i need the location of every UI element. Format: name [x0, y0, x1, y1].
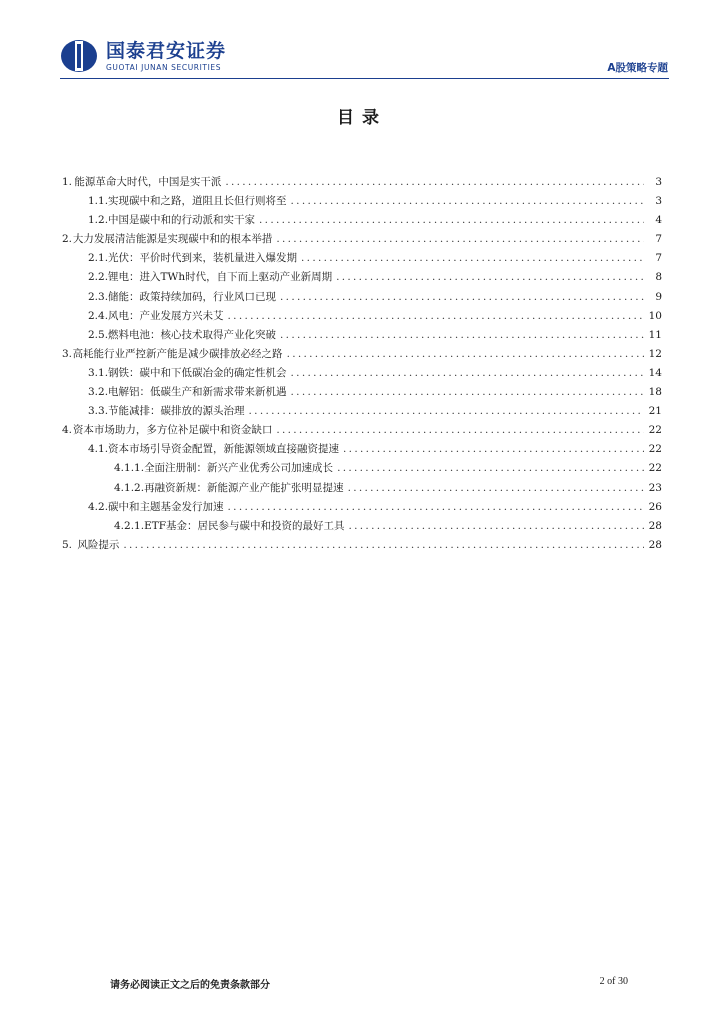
toc-entry-title: 风电：产业发展方兴未艾 — [108, 309, 224, 322]
header-divider — [60, 78, 669, 79]
toc-dot-leader — [291, 192, 644, 211]
toc-entry[interactable] — [62, 517, 662, 536]
toc-dot-leader — [249, 402, 644, 421]
toc-entry-title: 光伏：平价时代到来，装机量进入爆发期 — [108, 252, 298, 265]
toc-dot-leader — [225, 173, 644, 192]
toc-dot-leader — [291, 364, 644, 383]
toc-entry-page: 28 — [648, 538, 662, 551]
toc-dot-leader — [276, 230, 644, 249]
toc-entry[interactable] — [62, 421, 662, 440]
toc-entry[interactable] — [62, 249, 662, 268]
toc-dot-leader — [280, 288, 644, 307]
toc-entry-page: 22 — [648, 443, 662, 456]
toc-entry-title: 碳中和主题基金发行加速 — [108, 500, 224, 513]
toc-entry-title: 资本市场引导资金配置，新能源领域直接融资提速 — [108, 443, 340, 456]
toc-entry-number: 4.1. — [88, 443, 109, 456]
toc-entry-page: 23 — [648, 481, 662, 494]
toc-entry-number: 2.4. — [88, 309, 109, 322]
logo-english-name: GUOTAI JUNAN SECURITIES — [106, 62, 222, 72]
toc-entry[interactable] — [62, 288, 662, 307]
toc-entry-number: 5. — [62, 538, 73, 551]
toc-entry-number: 3. — [62, 347, 73, 360]
toc-entry-page: 8 — [655, 271, 662, 284]
toc-entry[interactable] — [62, 345, 662, 364]
toc-dot-leader — [276, 421, 644, 440]
toc-entry-number: 2.3. — [88, 290, 109, 303]
toc-entry-title: 电解铝：低碳生产和新需求带来新机遇 — [108, 386, 287, 399]
toc-entry[interactable] — [62, 326, 662, 345]
toc-entry[interactable] — [62, 402, 662, 421]
toc-entry-page: 18 — [648, 386, 662, 399]
toc-entry-page: 3 — [655, 195, 662, 208]
toc-entry[interactable] — [62, 498, 662, 517]
toc-entry-page: 11 — [648, 328, 662, 341]
toc-entry[interactable] — [62, 268, 662, 287]
toc-entry-title: 高耗能行业严控新产能是减少碳排放必经之路 — [72, 347, 283, 360]
toc-entry-number: 2.5. — [88, 328, 109, 341]
toc-dot-leader — [301, 249, 644, 268]
toc-entry-title: 能源革命大时代，中国是实干派 — [74, 176, 222, 188]
toc-entry-title: 中国是碳中和的行动派和实干家 — [108, 214, 256, 227]
toc-entry-title: 节能减排：碳排放的源头治理 — [108, 405, 245, 418]
toc-entry-title: ETF基金：居民参与碳中和投资的最好工具 — [144, 519, 345, 532]
toc-entry-number: 1.2. — [88, 214, 109, 227]
toc-dot-leader — [349, 517, 644, 536]
toc-dot-leader — [287, 345, 644, 364]
toc-entry-number: 3.2. — [88, 386, 109, 399]
toc-entry-title: 风险提示 — [77, 538, 120, 551]
toc-entry-number: 2.2. — [88, 271, 109, 284]
toc-entry-title: 实现碳中和之路，道阻且长但行则将至 — [108, 195, 287, 208]
toc-dot-leader — [336, 268, 644, 287]
toc-entry-title: 储能：政策持续加码，行业风口已现 — [108, 290, 277, 303]
footer-page-number: 2 of 30 — [599, 976, 628, 987]
toc-entry[interactable] — [62, 307, 662, 326]
toc-title: 目录 — [337, 108, 387, 128]
toc-entry-page: 12 — [648, 347, 662, 360]
footer-disclaimer: 请务必阅读正文之后的免责条款部分 — [110, 980, 270, 991]
toc-entry-page: 7 — [655, 233, 662, 246]
toc-entry-page: 3 — [655, 176, 662, 188]
report-series-label: A股策略专题 — [607, 62, 668, 74]
toc-entry-number: 1.1. — [88, 195, 109, 208]
toc-entry-title: 大力发展清洁能源是实现碳中和的根本举措 — [72, 233, 273, 246]
toc-entry-page: 4 — [655, 214, 662, 227]
toc-dot-leader — [348, 479, 644, 498]
toc-entry-number: 4.1.1. — [114, 462, 145, 475]
toc-entry[interactable] — [62, 173, 662, 192]
toc-entry[interactable] — [62, 364, 662, 383]
toc-entry[interactable] — [62, 211, 662, 230]
company-logo — [60, 38, 226, 74]
toc-entry-page: 26 — [648, 500, 662, 513]
toc-dot-leader — [343, 440, 644, 459]
toc-entry-page: 14 — [648, 366, 662, 379]
toc-entry-title: 钢铁：碳中和下低碳冶金的确定性机会 — [108, 366, 287, 379]
toc-entry-page: 22 — [648, 462, 662, 475]
page-header — [60, 38, 670, 78]
toc-entry-number: 1. — [62, 176, 73, 188]
guotai-junan-logo-icon — [60, 38, 98, 74]
toc-entry-number: 3.3. — [88, 405, 109, 418]
toc-entry-number: 2. — [62, 233, 73, 246]
toc-entry-number: 4.1.2. — [114, 481, 145, 494]
toc-entry-number: 4.2.1. — [114, 519, 145, 532]
toc-dot-leader — [291, 383, 644, 402]
toc-entry[interactable] — [62, 192, 662, 211]
toc-entry-number: 4.2. — [88, 500, 109, 513]
toc-entry[interactable] — [62, 440, 662, 459]
toc-entry-page: 10 — [648, 309, 662, 322]
toc-dot-leader — [228, 498, 644, 517]
toc-dot-leader — [228, 307, 644, 326]
toc-dot-leader — [259, 211, 644, 230]
toc-entry-page: 28 — [648, 519, 662, 532]
toc-entry-title: 资本市场助力，多方位补足碳中和资金缺口 — [72, 424, 273, 437]
toc-entry-title: 燃料电池：核心技术取得产业化突破 — [108, 328, 277, 341]
toc-entry-title: 全面注册制：新兴产业优秀公司加速成长 — [144, 462, 334, 475]
toc-dot-leader — [123, 536, 644, 555]
toc-entry-title: 锂电：进入TWh时代，自下而上驱动产业新周期 — [108, 271, 333, 284]
toc-entry[interactable] — [62, 536, 662, 555]
toc-entry-page: 9 — [655, 290, 662, 303]
toc-entry[interactable] — [62, 383, 662, 402]
toc-dot-leader — [280, 326, 644, 345]
toc-entry-page: 21 — [648, 405, 662, 418]
toc-dot-leader — [337, 459, 644, 478]
table-of-contents — [62, 173, 662, 555]
logo-chinese-name: 国泰君安证券 — [106, 39, 227, 62]
toc-entry-page: 7 — [655, 252, 662, 265]
toc-entry-title: 再融资新规：新能源产业产能扩张明显提速 — [144, 481, 344, 494]
toc-entry-number: 4. — [62, 424, 73, 437]
toc-entry-number: 3.1. — [88, 366, 109, 379]
toc-entry[interactable] — [62, 479, 662, 498]
toc-entry-number: 2.1. — [88, 252, 109, 265]
toc-entry-page: 22 — [648, 424, 662, 437]
toc-entry[interactable] — [62, 230, 662, 249]
toc-entry[interactable] — [62, 459, 662, 478]
